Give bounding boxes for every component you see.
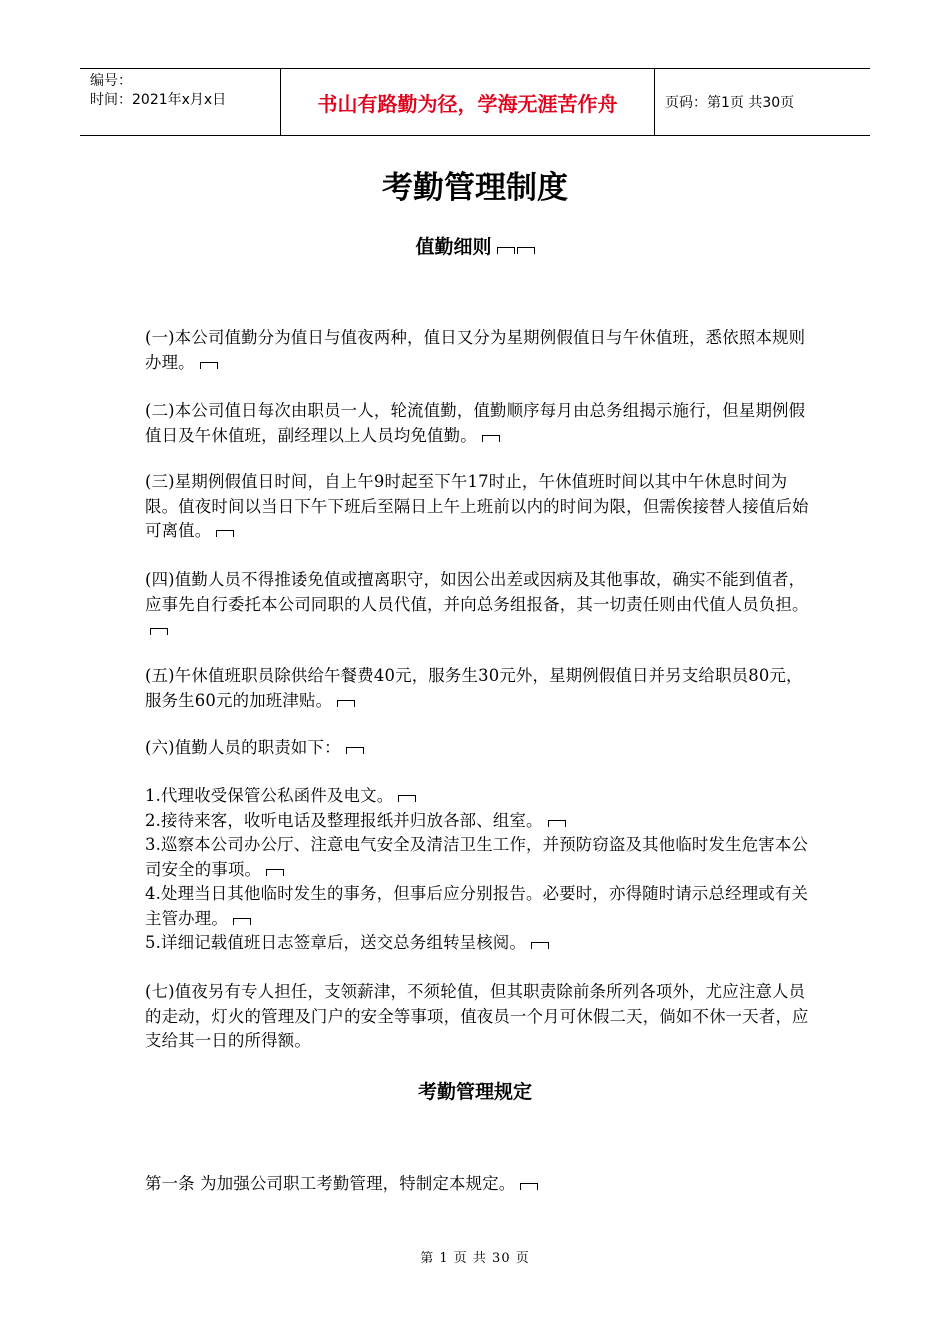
paragraph bbox=[145, 664, 810, 713]
section-title-duty bbox=[0, 232, 950, 259]
paragraph-mark-icon bbox=[337, 700, 355, 707]
paragraph-mark-icon bbox=[398, 795, 416, 802]
paragraph-mark-icon bbox=[497, 247, 515, 254]
list-item-text: 4.处理当日其他临时发生的事务，但事后应分别报告。必要时，亦得随时请示总经理或有关主管办理。 bbox=[145, 884, 809, 928]
page-footer: 第 1 页 共 30 页 bbox=[420, 1251, 530, 1266]
header-motto: 书山有路勤为径，学海无涯苦作舟 bbox=[281, 69, 655, 135]
paragraph-mark-icon bbox=[482, 435, 500, 442]
paragraph-mark-icon bbox=[216, 530, 234, 537]
list-item-text: 5.详细记载值班日志签章后，送交总务组转呈核阅。 bbox=[145, 933, 527, 952]
paragraph bbox=[145, 399, 810, 448]
list-item-text: 3.巡察本公司办公厅、注意电气安全及清洁卫生工作，并预防窃盗及其他临时发生危害本公司安全的事项。 bbox=[145, 835, 809, 879]
article bbox=[145, 1172, 810, 1197]
paragraph-text: (四)值勤人员不得推诿免值或擅离职守，如因公出差或因病及其他事故，确实不能到值者，应事先自行委托本公司同职的人员代值，并向总务组报备，其一切责任则由代值人员负担。 bbox=[145, 570, 809, 614]
header-table bbox=[80, 68, 870, 136]
paragraph-mark-icon bbox=[531, 942, 549, 949]
paragraph-text: (五)午休值班职员除供给午餐费40元，服务生30元外，星期例假值日并另支给职员80元，服务生60元的加班津贴。 bbox=[145, 666, 803, 710]
header-page-info: 页码：第1页 共30页 bbox=[665, 95, 795, 111]
paragraph-mark-icon bbox=[548, 820, 566, 827]
list-item bbox=[145, 833, 810, 882]
list-item-text: 1.代理收受保管公私函件及电文。 bbox=[145, 786, 394, 805]
paragraph-mark-icon bbox=[517, 247, 535, 254]
list-item bbox=[145, 784, 810, 809]
paragraph-text: (七)值夜另有专人担任，支领薪津，不须轮值，但其职责除前条所列各项外，尤应注意人员的走动，灯火的管理及门户的安全等事项，值夜员一个月可休假二天，倘如不休一天者，应支给其一日的所得额。 bbox=[145, 982, 809, 1050]
paragraph-mark-icon bbox=[233, 918, 251, 925]
section-title-attendance: 考勤管理规定 bbox=[417, 1081, 532, 1103]
paragraph-text: (二)本公司值日每次由职员一人，轮流值勤，值勤顺序每月由总务组揭示施行，但星期例假值日及午休值班，副经理以上人员均免值勤。 bbox=[145, 401, 806, 445]
list-item bbox=[145, 931, 810, 956]
paragraph bbox=[145, 568, 810, 642]
paragraph bbox=[145, 980, 810, 1054]
document-number-label: 编号： bbox=[90, 73, 132, 89]
paragraph bbox=[145, 736, 810, 761]
document-title: 考勤管理制度 bbox=[382, 170, 568, 206]
header-meta bbox=[80, 69, 281, 135]
section-title-duty-text: 值勤细则 bbox=[415, 236, 492, 258]
list-item bbox=[145, 809, 810, 834]
paragraph-text: (三)星期例假值日时间，自上午9时起至下午17时止，午休值班时间以其中午休息时间为限。值夜时间以当日下午下班后至隔日上午上班前以内的时间为限，但需俟接替人接值后始可离值。 bbox=[145, 472, 809, 540]
paragraph bbox=[145, 470, 810, 544]
list-item bbox=[145, 882, 810, 931]
paragraph-text: (一)本公司值勤分为值日与值夜两种，值日又分为星期例假值日与午休值班，悉依照本规则办理。 bbox=[145, 328, 806, 372]
paragraph bbox=[145, 326, 810, 375]
list-item-text: 2.接待来客，收听电话及整理报纸并归放各部、组室。 bbox=[145, 810, 543, 830]
paragraph-mark-icon bbox=[346, 747, 364, 754]
document-date: 时间：2021年x月x日 bbox=[90, 92, 227, 108]
duty-list bbox=[145, 784, 810, 956]
paragraph-mark-icon bbox=[520, 1183, 538, 1190]
article-text: 第一条 为加强公司职工考勤管理，特制定本规定。 bbox=[145, 1174, 516, 1193]
paragraph-mark-icon bbox=[200, 362, 218, 369]
paragraph-mark-icon bbox=[150, 628, 168, 635]
paragraph-text: (六)值勤人员的职责如下： bbox=[145, 738, 341, 757]
paragraph-mark-icon bbox=[266, 869, 284, 876]
